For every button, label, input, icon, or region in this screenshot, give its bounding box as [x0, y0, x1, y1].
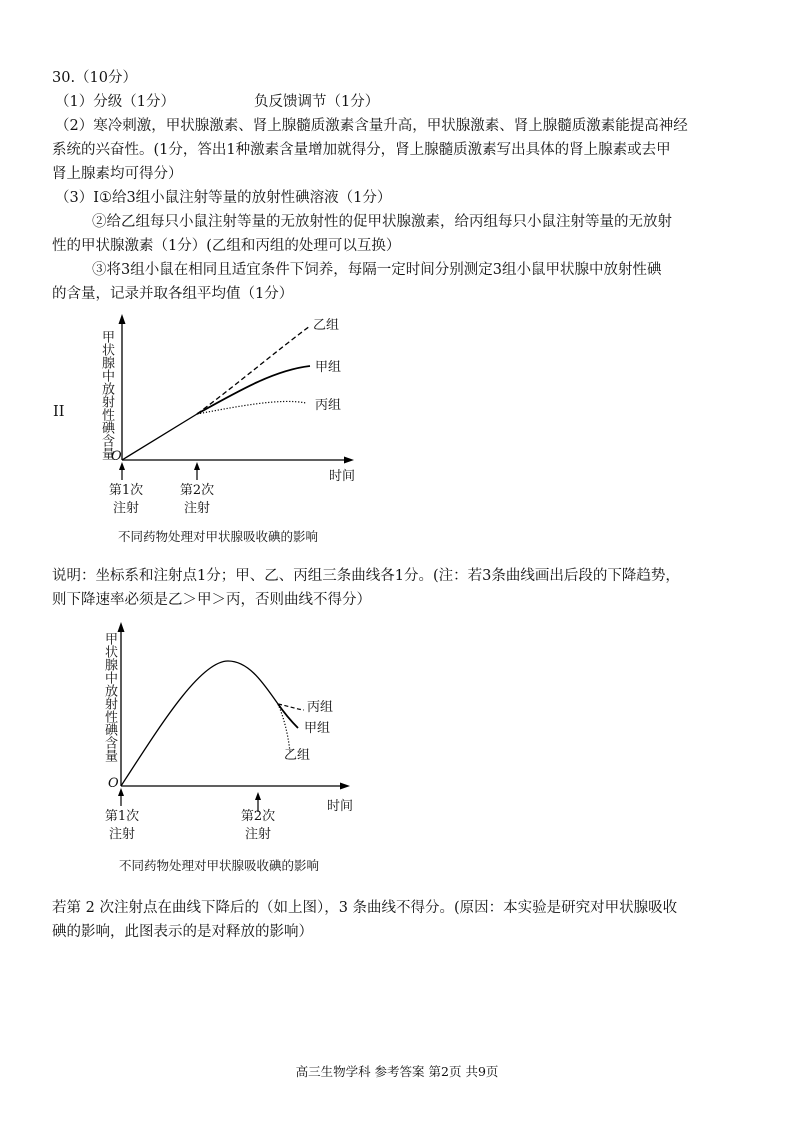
chart1-bing-curve — [197, 401, 306, 414]
part2-line2: 系统的兴奋性。(1分，答出1种激素含量增加就得分，肾上腺髓质激素写出具体的肾上腺素或去甲 — [52, 142, 671, 158]
chart1-ylabel: 甲状腺中放射性碘含量 — [99, 330, 114, 460]
chart1-legend-yi: 乙组 — [313, 318, 340, 333]
note-line2: 则下降速率必须是乙＞甲＞丙，否则曲线不得分） — [52, 592, 371, 608]
chart2-inj2-label: 第2次注射 — [240, 809, 276, 842]
footer-note-line2: 碘的影响，此图表示的是对释放的影响） — [52, 924, 313, 940]
chart2-legend-jia: 甲组 — [304, 721, 331, 736]
chart1-inj2-label: 第2次注射 — [179, 483, 215, 516]
chart1-legend-jia: 甲组 — [315, 360, 342, 375]
question-title: 30.（10分） — [52, 70, 138, 86]
chart1-caption: 不同药物处理对甲状腺吸收碘的影响 — [118, 529, 319, 544]
chart2-caption: 不同药物处理对甲状腺吸收碘的影响 — [119, 858, 320, 873]
chart1-legend-bing: 丙组 — [315, 398, 342, 413]
note-line1: 说明：坐标系和注射点1分；甲、乙、丙组三条曲线各1分。(注：若3条曲线画出后段的下降趋势， — [52, 568, 680, 584]
chart1-common-segment — [122, 414, 197, 460]
part3-line5: 的含量，记录并取各组平均值（1分） — [52, 286, 294, 302]
chart2-origin: O — [108, 776, 119, 791]
part1-answer-b: 负反馈调节（1分） — [254, 94, 380, 110]
chart2-main-curve — [121, 661, 278, 786]
chart1-xlabel: 时间 — [329, 469, 356, 484]
footer-note-line1: 若第 2 次注射点在曲线下降后的（如上图），3 条曲线不得分。(原因：本实验是研究对甲状腺吸收 — [52, 900, 678, 916]
chart2-y-arrow — [118, 622, 125, 632]
chart1-x-arrow — [344, 457, 354, 464]
chart2-x-arrow — [340, 783, 350, 790]
roman-numeral-ii: II — [53, 404, 65, 420]
part3-line2: ②给乙组每只小鼠注射等量的无放射性的促甲状腺激素，给丙组每只小鼠注射等量的无放射 — [92, 214, 672, 230]
chart2-ylabel: 甲状腺中放射性碘含量 — [102, 632, 117, 762]
chart2-legend-bing: 丙组 — [307, 700, 334, 715]
chart1-y-arrow — [119, 314, 126, 324]
part2-line3: 肾上腺素均可得分） — [52, 166, 183, 182]
part1-answer: （1）分级（1分） — [55, 94, 175, 110]
page-footer: 高三生物学科 参考答案 第2页 共9页 — [295, 1064, 499, 1079]
chart1-inj1-label: 第1次注射 — [108, 483, 144, 516]
part2-line1: （2）寒冷刺激，甲状腺激素、肾上腺髓质激素含量升高，甲状腺激素、肾上腺髓质激素能提高神经 — [55, 118, 688, 134]
part3-line4: ③将3组小鼠在相同且适宜条件下饲养，每隔一定时间分别测定3组小鼠甲状腺中放射性碘 — [92, 262, 662, 278]
part3-line3: 性的甲状腺激素（1分）(乙组和丙组的处理可以互换） — [52, 238, 401, 254]
chart2-jia-curve — [278, 704, 298, 728]
chart2-xlabel: 时间 — [327, 799, 354, 814]
part3-line1: （3）I①给3组小鼠注射等量的放射性碘溶液（1分） — [55, 190, 392, 206]
chart1-origin: O — [111, 449, 122, 464]
chart2-legend-yi: 乙组 — [284, 748, 311, 763]
chart1-jia-curve — [197, 366, 310, 414]
chart2-inj1-label: 第1次注射 — [104, 809, 140, 842]
